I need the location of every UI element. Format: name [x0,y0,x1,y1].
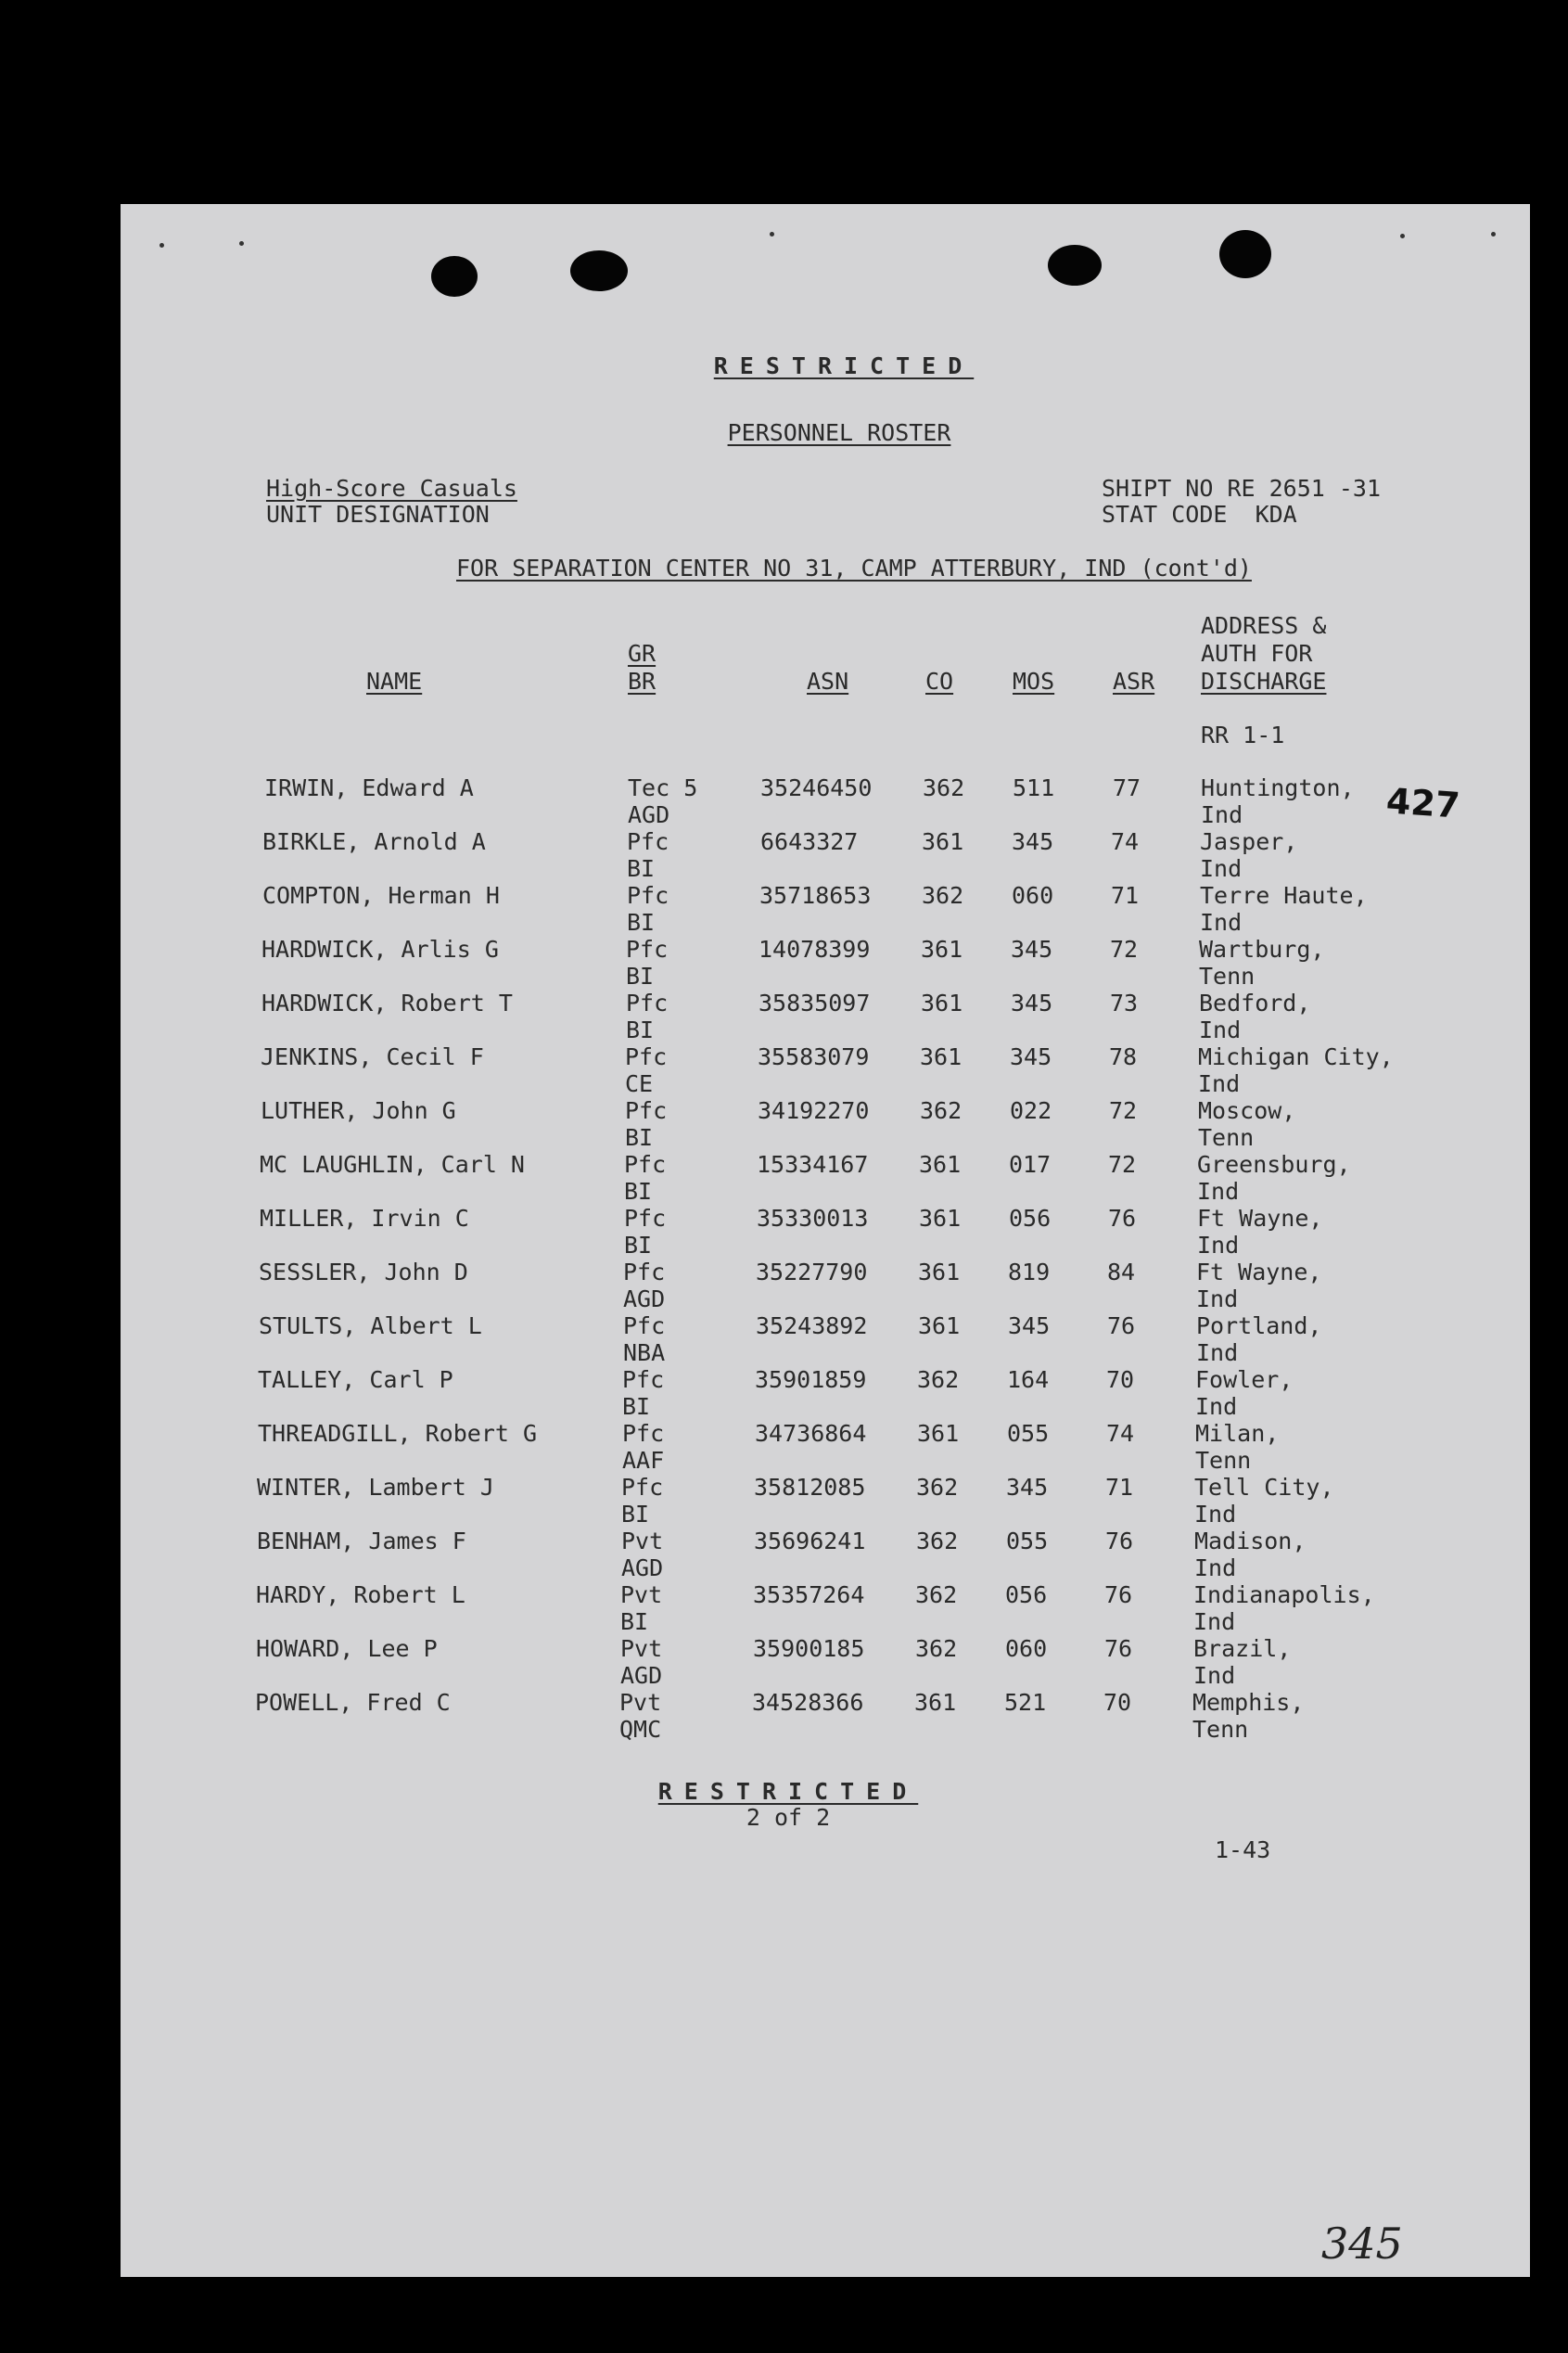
address-state: Tenn [1198,1124,1255,1151]
asn: 35835097 [759,990,871,1017]
table-row [121,1259,1530,1312]
company: 361 [921,936,963,963]
branch: BI [624,1232,653,1259]
asr: 84 [1107,1259,1136,1285]
asr: 76 [1105,1528,1134,1554]
branch: BI [621,1501,650,1528]
asn: 35900185 [753,1635,865,1662]
company: 362 [916,1474,959,1501]
asr: 71 [1111,882,1140,909]
paper-speck [159,243,164,248]
col-address-header-1: ADDRESS & [1201,612,1327,639]
address-state: Ind [1194,1501,1237,1528]
classification-footer: RESTRICTED [657,1778,919,1805]
grade: Pvt [619,1689,662,1716]
asr: 71 [1105,1474,1134,1501]
address-state: Ind [1201,801,1243,828]
address-state: Tenn [1199,963,1256,990]
branch: BI [620,1608,649,1635]
col-br-header: BR [628,668,657,695]
asr: 73 [1110,990,1139,1017]
company: 362 [920,1097,962,1124]
grade: Pfc [621,1474,664,1501]
mos: 819 [1008,1259,1051,1285]
mos: 345 [1008,1312,1051,1339]
grade: Tec 5 [628,774,698,801]
document-page [121,204,1530,2277]
company: 362 [916,1528,959,1554]
soldier-name: MILLER, Irvin C [260,1205,469,1232]
asn: 14078399 [759,936,871,963]
handwritten-number: 345 [1321,2219,1403,2269]
grade: Pfc [624,1151,667,1178]
address-city: Greensburg, [1197,1151,1351,1178]
mos: 511 [1013,774,1055,801]
soldier-name: JENKINS, Cecil F [261,1043,484,1070]
company: 362 [915,1635,958,1662]
soldier-name: HARDWICK, Robert T [261,990,513,1017]
table-row [121,1366,1530,1420]
mos: 060 [1012,882,1054,909]
company: 362 [922,882,964,909]
company: 361 [919,1205,962,1232]
address-city: Bedford, [1199,990,1311,1017]
table-row [121,936,1530,990]
paper-speck [1491,232,1496,237]
address-city: Brazil, [1193,1635,1292,1662]
asr: 74 [1106,1420,1135,1447]
table-row [121,774,1530,828]
soldier-name: HOWARD, Lee P [256,1635,438,1662]
address-state: Ind [1193,1608,1236,1635]
company: 361 [922,828,964,855]
address-city: Fowler, [1195,1366,1294,1393]
col-co-header: CO [925,668,954,695]
col-mos-header: MOS [1013,668,1055,695]
address-city: Indianapolis, [1193,1581,1375,1608]
branch: BI [626,1017,655,1043]
company: 362 [917,1366,960,1393]
address-state: Ind [1200,855,1243,882]
punch-hole [570,250,628,291]
table-row [121,1043,1530,1097]
grade: Pfc [623,1312,666,1339]
address-state: Ind [1196,1285,1239,1312]
address-state: Ind [1196,1339,1239,1366]
asr: 72 [1108,1151,1137,1178]
address-city: Madison, [1194,1528,1307,1554]
soldier-name: COMPTON, Herman H [262,882,500,909]
address-city: Wartburg, [1199,936,1325,963]
address-state: Ind [1193,1662,1236,1689]
address-city: Terre Haute, [1200,882,1368,909]
grade: Pvt [621,1528,664,1554]
asr: 70 [1106,1366,1135,1393]
discharge-authority: RR 1-1 [1201,722,1285,748]
asn: 35901859 [755,1366,867,1393]
address-state: Ind [1199,1017,1242,1043]
asn: 15334167 [757,1151,869,1178]
soldier-name: HARDY, Robert L [256,1581,465,1608]
asr: 76 [1104,1581,1133,1608]
grade: Pfc [623,1259,666,1285]
col-name-header: NAME [366,668,423,695]
soldier-name: POWELL, Fred C [255,1689,451,1716]
asn: 6643327 [760,828,859,855]
grade: Pvt [620,1635,663,1662]
address-state: Ind [1197,1232,1240,1259]
branch: BI [622,1393,651,1420]
asr: 74 [1111,828,1140,855]
company: 361 [919,1151,962,1178]
asr: 72 [1110,936,1139,963]
company: 361 [921,990,963,1017]
shipment-number: SHIPT NO RE 2651 -31 [1102,475,1382,502]
address-city: Portland, [1196,1312,1322,1339]
col-address-header-3: DISCHARGE [1201,668,1327,695]
company: 361 [917,1420,960,1447]
page-title: PERSONNEL ROSTER [727,419,951,446]
table-row [121,1528,1530,1581]
asn: 35243892 [756,1312,868,1339]
branch: AAF [622,1447,665,1474]
table-row [121,1312,1530,1366]
table-row [121,1205,1530,1259]
address-city: Memphis, [1192,1689,1305,1716]
col-address-header-2: AUTH FOR [1201,640,1313,667]
address-city: Ft Wayne, [1197,1205,1323,1232]
grade: Pfc [626,990,669,1017]
destination-line: FOR SEPARATION CENTER NO 31, CAMP ATTERBURY, IND (cont'd) [456,555,1252,582]
grade: Pfc [627,882,669,909]
asr: 76 [1107,1312,1136,1339]
mos: 345 [1006,1474,1049,1501]
paper-speck [1400,234,1405,238]
address-state: Ind [1194,1554,1237,1581]
asr: 76 [1108,1205,1137,1232]
address-state: Ind [1198,1070,1241,1097]
address-city: Moscow, [1198,1097,1296,1124]
branch: AGD [623,1285,666,1312]
soldier-name: IRWIN, Edward A [264,774,474,801]
roster-table [121,774,1530,1758]
grade: Pfc [622,1420,665,1447]
stamped-page-number: 427 [1384,780,1461,826]
company: 362 [923,774,965,801]
asr: 77 [1113,774,1141,801]
asn: 34736864 [755,1420,867,1447]
company: 362 [915,1581,958,1608]
soldier-name: WINTER, Lambert J [257,1474,494,1501]
soldier-name: SESSLER, John D [259,1259,468,1285]
branch: NBA [623,1339,666,1366]
branch: BI [626,963,655,990]
mos: 345 [1011,936,1053,963]
branch: AGD [628,801,670,828]
grade: Pfc [625,1097,668,1124]
mos: 521 [1004,1689,1047,1716]
mos: 345 [1012,828,1054,855]
table-row [121,828,1530,882]
mos: 345 [1011,990,1053,1017]
col-asr-header: ASR [1113,668,1155,695]
punch-hole [1219,230,1271,278]
mos: 164 [1007,1366,1050,1393]
address-city: Tell City, [1194,1474,1334,1501]
asn: 35696241 [754,1528,866,1554]
address-state: Tenn [1192,1716,1249,1743]
mos: 056 [1005,1581,1048,1608]
asn: 34528366 [752,1689,864,1716]
soldier-name: MC LAUGHLIN, Carl N [260,1151,525,1178]
asn: 34192270 [758,1097,870,1124]
grade: Pfc [622,1366,665,1393]
stat-code: STAT CODE KDA [1102,501,1297,528]
branch: BI [627,855,656,882]
col-gr-header: GR [628,640,657,667]
mos: 055 [1007,1420,1050,1447]
asr: 76 [1104,1635,1133,1662]
soldier-name: LUTHER, John G [261,1097,456,1124]
branch: AGD [620,1662,663,1689]
branch: AGD [621,1554,664,1581]
address-state: Ind [1200,909,1243,936]
table-row [121,1635,1530,1689]
mos: 060 [1005,1635,1048,1662]
soldier-name: HARDWICK, Arlis G [261,936,499,963]
company: 361 [918,1312,961,1339]
address-city: Jasper, [1200,828,1298,855]
mos: 022 [1010,1097,1052,1124]
col-asn-header: ASN [807,668,849,695]
asr: 70 [1103,1689,1132,1716]
table-row [121,1581,1530,1635]
asn: 35718653 [759,882,872,909]
paper-speck [770,232,774,237]
branch: BI [627,909,656,936]
address-city: Milan, [1195,1420,1280,1447]
table-row [121,1420,1530,1474]
mos: 017 [1009,1151,1052,1178]
address-city: Huntington, [1201,774,1355,801]
asn: 35227790 [756,1259,868,1285]
table-row [121,990,1530,1043]
soldier-name: BENHAM, James F [257,1528,466,1554]
soldier-name: BIRKLE, Arnold A [262,828,486,855]
grade: Pfc [624,1205,667,1232]
address-state: Tenn [1195,1447,1252,1474]
table-row [121,1151,1530,1205]
table-row [121,882,1530,936]
branch: BI [624,1178,653,1205]
branch: BI [625,1124,654,1151]
address-state: Ind [1197,1178,1240,1205]
table-row [121,1474,1530,1528]
punch-hole [1048,245,1102,286]
address-state: Ind [1195,1393,1238,1420]
soldier-name: TALLEY, Carl P [258,1366,453,1393]
branch: CE [625,1070,654,1097]
punch-hole [431,256,478,297]
grade: Pfc [626,936,669,963]
table-row [121,1689,1530,1743]
company: 361 [920,1043,962,1070]
asn: 35583079 [758,1043,870,1070]
grade: Pfc [627,828,669,855]
address-city: Ft Wayne, [1196,1259,1322,1285]
unit-name: High-Score Casuals [266,475,517,502]
company: 361 [918,1259,961,1285]
company: 361 [914,1689,957,1716]
grade: Pvt [620,1581,663,1608]
mos: 056 [1009,1205,1052,1232]
form-number: 1-43 [1215,1836,1271,1863]
asr: 72 [1109,1097,1138,1124]
soldier-name: THREADGILL, Robert G [258,1420,538,1447]
asn: 35357264 [753,1581,865,1608]
paper-speck [239,241,244,246]
address-city: Michigan City, [1198,1043,1394,1070]
table-row [121,1097,1530,1151]
asn: 35330013 [757,1205,869,1232]
mos: 055 [1006,1528,1049,1554]
soldier-name: STULTS, Albert L [259,1312,482,1339]
asn: 35246450 [760,774,873,801]
branch: QMC [619,1716,662,1743]
asn: 35812085 [754,1474,866,1501]
classification-header: RESTRICTED [713,352,975,379]
unit-label: UNIT DESIGNATION [266,501,490,528]
mos: 345 [1010,1043,1052,1070]
asr: 78 [1109,1043,1138,1070]
page-number: 2 of 2 [746,1804,831,1831]
grade: Pfc [625,1043,668,1070]
